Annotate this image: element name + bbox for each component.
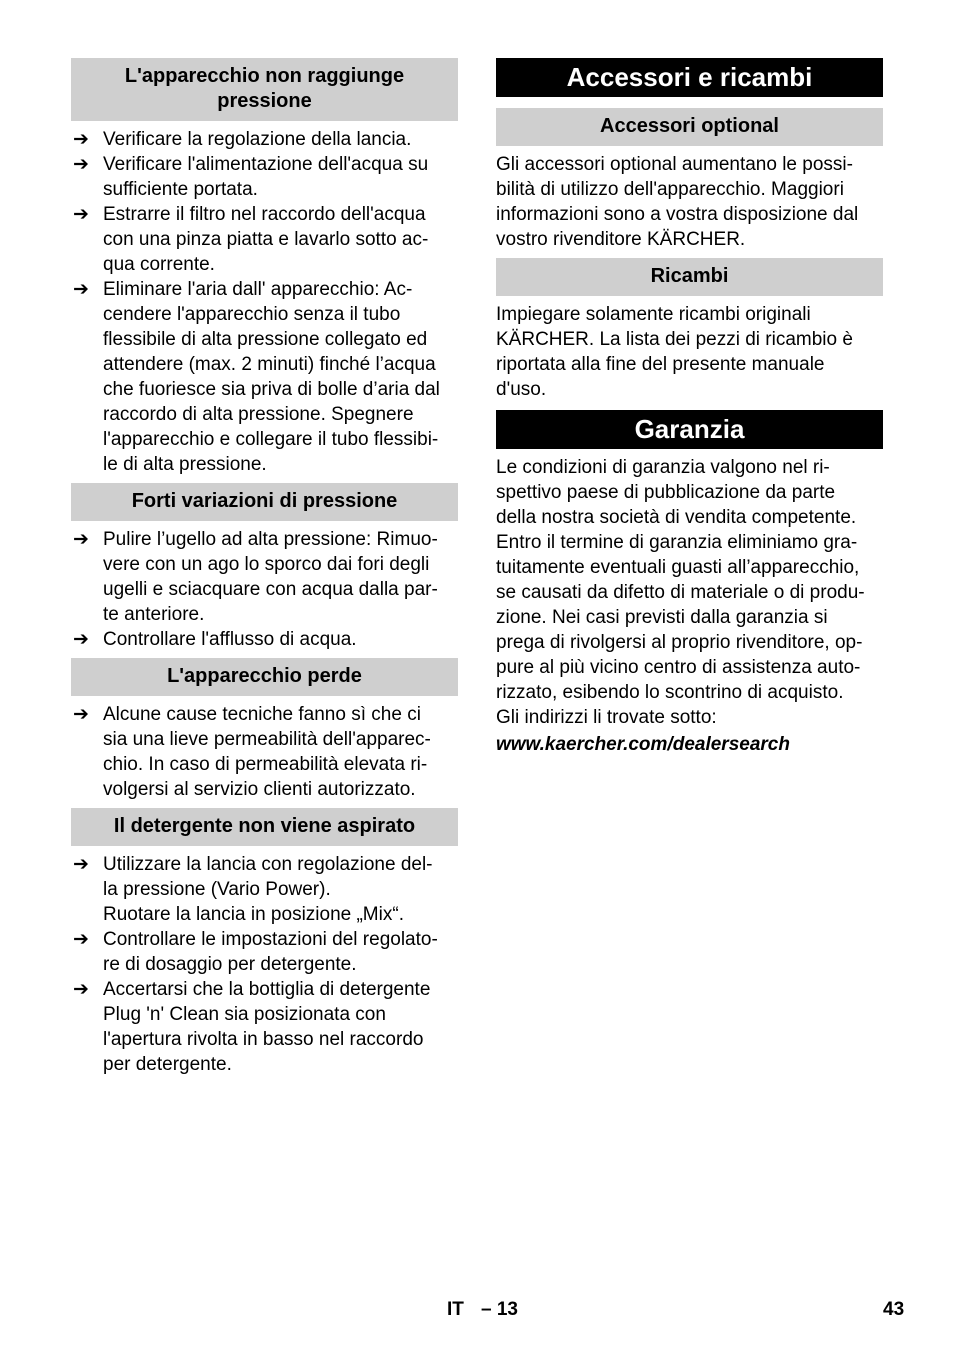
footer-language: IT	[447, 1299, 464, 1320]
arrow-right-icon: ➔	[73, 278, 89, 300]
list-item: ➔ Alcune cause tecniche fanno sì che ci sia una lieve permeabilità dell'apparec- chio. In caso di permeabilità elevata ri- volgersi al servizio clienti autorizzato.	[73, 703, 431, 800]
arrow-right-icon: ➔	[73, 203, 89, 225]
detergent-list	[71, 852, 458, 1077]
list-item: ➔ Controllare l'afflusso di acqua.	[73, 628, 357, 650]
list-item: ➔ Estrarre il filtro nel raccordo dell'acqua con una pinza piatta e lavarlo sotto ac- qua corrente.	[73, 203, 429, 275]
section-heading-pressure-variations: Forti variazioni di pressione	[71, 483, 458, 521]
arrow-right-icon: ➔	[73, 703, 89, 725]
section-heading-optional-accessories: Accessori optional	[496, 108, 883, 146]
section-heading-device-leaks: L'apparecchio perde	[71, 658, 458, 696]
section-heading-no-pressure: L'apparecchio non raggiunge pressione	[71, 58, 458, 121]
no-pressure-list	[71, 127, 458, 477]
list-item: ➔ Pulire l’ugello ad alta pressione: Rimuo- vere con un ago lo sporco dai fori degli ugelli e sciacquare con acqua dalla par- te anteriore.	[73, 528, 438, 625]
arrow-right-icon: ➔	[73, 853, 89, 875]
pressure-variations-list	[71, 527, 458, 652]
arrow-right-icon: ➔	[73, 928, 89, 950]
footer-page-number: 43	[883, 1299, 905, 1320]
dealer-search-link[interactable]: www.kaercher.com/dealersearch	[496, 734, 790, 755]
list-item: ➔ Verificare l'alimentazione dell'acqua su sufficiente portata.	[73, 153, 429, 200]
arrow-right-icon: ➔	[73, 128, 89, 150]
device-leaks-list	[71, 702, 458, 802]
left-column	[71, 58, 458, 1083]
arrow-right-icon: ➔	[73, 978, 89, 1000]
list-item: ➔ Utilizzare la lancia con regolazione del- la pressione (Vario Power). Ruotare la lancia in posizione „Mix“.	[73, 853, 433, 925]
spare-parts-text: Impiegare solamente ricambi originali KÄRCHER. La lista dei pezzi di ricambio è riportata alla fine del presente manuale d'uso.	[496, 304, 853, 400]
list-item: ➔ Verificare la regolazione della lancia.	[73, 128, 412, 150]
list-item: ➔ Eliminare l'aria dall' apparecchio: Ac- cendere l'apparecchio senza il tubo flessibile di alta pressione collegato ed attendere (max. 2 minuti) finché l’acqua che fuoriesce sia priva di bolle d’aria dal raccordo di alta pressione. Spegnere l'apparecchio e collegare il tubo flessibi- le di alta pressione.	[73, 278, 440, 475]
arrow-right-icon: ➔	[73, 528, 89, 550]
section-heading-detergent-not-sucked: Il detergente non viene aspirato	[71, 808, 458, 846]
list-item: ➔ Accertarsi che la bottiglia di detergente Plug 'n' Clean sia posizionata con l'apertura rivolta in basso nel raccordo per detergente.	[73, 978, 431, 1075]
main-heading-accessories: Accessori e ricambi	[496, 58, 883, 97]
main-heading-warranty: Garanzia	[496, 410, 883, 449]
footer-local-page: – 13	[481, 1299, 518, 1320]
right-column	[496, 58, 883, 757]
arrow-right-icon: ➔	[73, 153, 89, 175]
warranty-text: Le condizioni di garanzia valgono nel ri- spettivo paese di pubblicazione da parte della nostra società di vendita competente. Entro il termine di garanzia eliminiamo gra- tuitamente eventuali guasti all’apparecchio, se causati da difetto di materiale o di produ- zione. Nei casi previsti dalla garanzia si prega di rivolgersi al proprio rivenditore, op- pure al più vicino centro di assistenza auto- rizzato, esibendo lo scontrino di acquisto. Gli indirizzi li trovate sotto:	[496, 457, 865, 728]
arrow-right-icon: ➔	[73, 628, 89, 650]
optional-accessories-text: Gli accessori optional aumentano le possi- bilità di utilizzo dell'apparecchio. Maggiori informazioni sono a vostra disposizione dal vostro rivenditore KÄRCHER.	[496, 154, 859, 250]
list-item: ➔ Controllare le impostazioni del regolato- re di dosaggio per detergente.	[73, 928, 438, 975]
section-heading-spare-parts: Ricambi	[496, 258, 883, 296]
